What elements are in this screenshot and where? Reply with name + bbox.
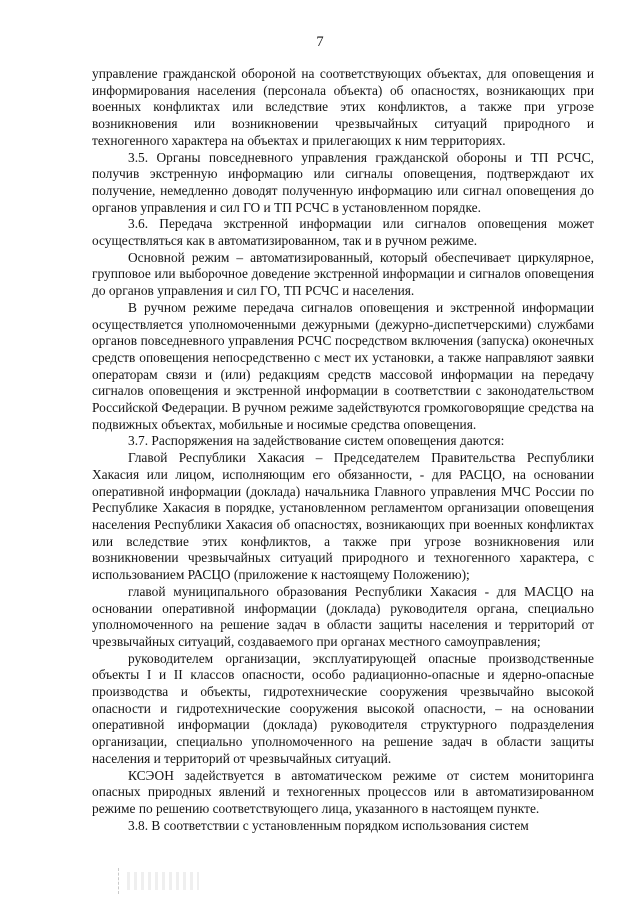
paragraph-3-7: 3.7. Распоряжения на задействование систем оповещения даются: bbox=[128, 433, 505, 449]
paragraph-manual-mode: В ручном режиме передача сигналов оповещения и экстренной информации осуществляется уполномоченными дежурными (дежурно-диспетчерскими) службами органов повседневного управления РСЧС посредством включения (запуска) оконечных средств оповещения непосредственно с мест их установки, а также направляют заявки операторам связи и (или) редакциям средств массовой информации на передачу сигналов оповещения и экстренной информации в соответствии с законодательством Российской Федерации. В ручном режиме задействуются громкоговорящие средства на подвижных объектах, мобильные и носимые средства оповещения. bbox=[92, 299, 594, 432]
faint-stamp-mark bbox=[118, 868, 207, 894]
paragraph-continuation: управление гражданской обороной на соответствующих объектах, для оповещения и информирования населения (персонала объекта) об опасностях, возникающих при военных конфликтах или вследствие этих конфликтов, а также при угрозе возникновения или возникновении чрезвычайных ситуаций природного и техногенного характера на объектах и прилегающих к ним территориях. bbox=[92, 66, 594, 148]
document-body bbox=[92, 66, 594, 834]
page-number: 7 bbox=[316, 34, 324, 50]
paragraph-kseon: КСЭОН задействуется в автоматическом режиме от систем мониторинга опасных природных явлений и техногенных процессов или в автоматизированном режиме по решению соответствующего лица, указанного в настоящем пункте. bbox=[92, 767, 594, 816]
paragraph-municipal-head: главой муниципального образования Республики Хакасия - для МАСЦО на основании оперативной информации (доклада) руководителя органа, специально уполномоченного на решение задач в области защиты населения и территорий от чрезвычайных ситуаций, создаваемого при органах местного самоуправления; bbox=[92, 583, 594, 649]
paragraph-3-6: 3.6. Передача экстренной информации или сигналов оповещения может осуществляться как в автоматизированном, так и в ручном режиме. bbox=[92, 216, 594, 249]
paragraph-3-8: 3.8. В соответствии с установленным порядком использования систем bbox=[128, 817, 529, 833]
paragraph-3-5: 3.5. Органы повседневного управления гражданской обороны и ТП РСЧС, получив экстренную информацию или сигналы оповещения, подтверждают их получение, немедленно доводят полученную информацию или сигнал оповещения до органов управления и сил ГО и ТП РСЧС в установленном порядке. bbox=[92, 149, 594, 215]
paragraph-head-of-republic: Главой Республики Хакасия – Председателем Правительства Республики Хакасия или лицом, исполняющим его обязанности, - для РАСЦО, на основании оперативной информации (доклада) начальника Главного управления МЧС России по Республике Хакасия в порядке, установленном регламентом организации оповещения населения Республики Хакасия об опасностях, возникающих при военных конфликтах или вследствие этих конфликтов, а также при угрозе возникновения или возникновении чрезвычайных ситуаций природного и техногенного характера, с использованием РАСЦО (приложение к настоящему Положению); bbox=[92, 450, 594, 583]
paragraph-organization-head: руководителем организации, эксплуатирующей опасные производственные объекты I и II классов опасности, особо радиационно-опасные и ядерно-опасные производства и объекты, гидротехнические сооружения чрезвычайно высокой опасности и гидротехнические сооружения высокой опасности, – на основании оперативной информации (доклада) руководителя структурного подразделения организации, специально уполномоченного на решение задач в области защиты населения и территорий от чрезвычайных ситуаций. bbox=[92, 650, 594, 766]
paragraph-main-mode: Основной режим – автоматизированный, который обеспечивает циркулярное, групповое или выборочное доведение экстренной информации и сигналов оповещения до органов управления и сил ГО, ТП РСЧС и населения. bbox=[92, 249, 594, 299]
